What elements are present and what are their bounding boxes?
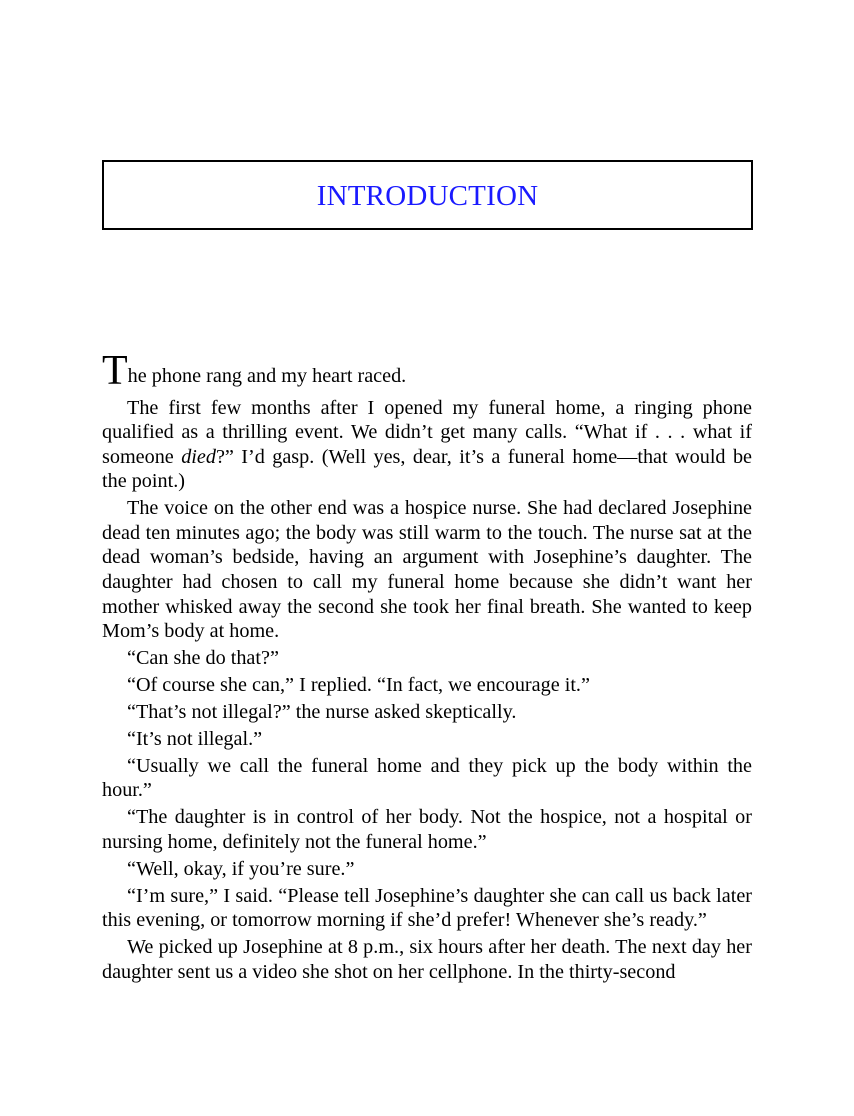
paragraph-11: We picked up Josephine at 8 p.m., six hours after her death. The next day her daughter sent us a video she shot on her cellphone. In the thirty-second (102, 936, 752, 983)
paragraph-1 (102, 396, 752, 494)
opening-paragraph (102, 348, 752, 394)
paragraph-5: “That’s not illegal?” the nurse asked skeptically. (127, 700, 517, 723)
paragraph-4: “Of course she can,” I replied. “In fact, we encourage it.” (127, 674, 590, 697)
paragraph-8: “The daughter is in control of her body. Not the hospice, not a hospital or nursing home, definitely not the funeral home.” (102, 806, 752, 853)
paragraph-1-part-2: ?” I’d gasp. (Well yes, dear, it’s a funeral home—that would be the point.) (102, 445, 752, 493)
paragraph-9: “Well, okay, if you’re sure.” (127, 857, 355, 880)
paragraph-3: “Can she do that?” (127, 647, 279, 670)
paragraph-10: “I’m sure,” I said. “Please tell Josephine’s daughter she can call us back later this evening, or tomorrow morning if she’d prefer! Whenever she’s ready.” (102, 884, 752, 932)
paragraph-1-italic: died (181, 445, 216, 468)
paragraph-6: “It’s not illegal.” (127, 727, 263, 750)
paragraph-7: “Usually we call the funeral home and they pick up the body within the hour.” (102, 754, 752, 802)
paragraph-1-part-1: The first few months after I opened my funeral home, a ringing phone qualified as a thrilling event. We didn’t get many calls. “What if . . . what if someone (102, 396, 752, 468)
chapter-title: INTRODUCTION (316, 179, 539, 212)
paragraph-2: The voice on the other end was a hospice nurse. She had declared Josephine dead ten minutes ago; the body was still warm to the touch. The nurse sat at the dead woman’s bedside, having an argument with Josephine’s daughter. The daughter had chosen to call my funeral home because she didn’t want her mother whisked away the second she took her final breath. She wanted to keep Mom’s body at home. (102, 497, 752, 643)
body-text (102, 348, 752, 987)
chapter-heading-box (102, 160, 753, 230)
opening-sentence: he phone rang and my heart raced. (127, 365, 407, 387)
drop-cap: T (102, 348, 128, 394)
